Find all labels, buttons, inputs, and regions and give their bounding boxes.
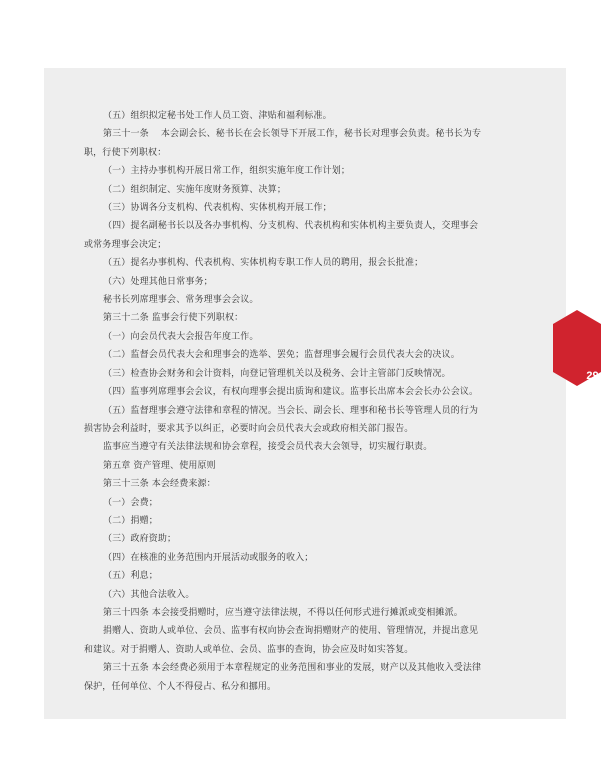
text-line: （一）向会员代表大会报告年度工作。 bbox=[103, 331, 259, 342]
text-line: 第五章 资产管理、使用原则 bbox=[103, 460, 216, 471]
text-line: 损害协会利益时，要求其予以纠正，必要时向会员代表大会或政府相关部门报告。 bbox=[84, 423, 414, 434]
text-line: （五）提名办事机构、代表机构、实体机构专职工作人员的聘用，报会长批准； bbox=[103, 258, 424, 269]
text-line: 或常务理事会决定； bbox=[84, 239, 167, 250]
text-line: （四）提名副秘书长以及各办事机构、分支机构、代表机构和实体机构主要负责人，交理事会 bbox=[103, 221, 479, 232]
text-line: （五）监督理事会遵守法律和章程的情况。当会长、副会长、理事和秘书长等管理人员的行为 bbox=[103, 405, 479, 416]
page-number: 29 bbox=[586, 370, 599, 382]
document-body bbox=[84, 107, 524, 696]
text-line: （二）监督会员代表大会和理事会的选举、罢免；监督理事会履行会员代表大会的决议。 bbox=[103, 350, 460, 361]
text-line: （五）利息； bbox=[103, 571, 158, 582]
text-line: （三）协调各分支机构、代表机构、实体机构开展工作； bbox=[103, 203, 332, 214]
text-line: 第三十四条 本会接受捐赠时，应当遵守法律法规，不得以任何形式进行摊派或变相摊派。 bbox=[103, 607, 463, 618]
text-line: （二）捐赠； bbox=[103, 515, 158, 526]
text-line: 第三十二条 监事会行使下列职权： bbox=[103, 313, 244, 324]
text-line: （五）组织拟定秘书处工作人员工资、津贴和福利标准。 bbox=[103, 111, 332, 121]
text-line: （四）监事列席理事会会议，有权向理事会提出质询和建议。监事长出席本会会长办公会议。 bbox=[103, 387, 479, 398]
text-line: 监事应当遵守有关法律法规和协会章程，接受会员代表大会领导，切实履行职责。 bbox=[103, 442, 433, 453]
document-page bbox=[44, 68, 566, 719]
text-line: 保护，任何单位、个人不得侵占、私分和挪用。 bbox=[84, 681, 277, 692]
text-line: （六）其他合法收入。 bbox=[103, 589, 195, 600]
text-line: （三）检查协会财务和会计资料，向登记管理机关以及税务、会计主管部门反映情况。 bbox=[103, 368, 451, 379]
text-line: 和建议。对于捐赠人、资助人或单位、会员、监事的查询，协会应及时如实答复。 bbox=[84, 644, 414, 655]
text-line: （一）主持办事机构开展日常工作，组织实施年度工作计划； bbox=[103, 166, 351, 177]
text-line: （六）处理其他日常事务； bbox=[103, 276, 213, 287]
text-line: 秘书长列席理事会、常务理事会会议。 bbox=[103, 295, 259, 306]
text-line: 第三十三条 本会经费来源： bbox=[103, 479, 216, 490]
text-line: 第三十五条 本会经费必须用于本章程规定的业务范围和事业的发展，财产以及其他收入受法律 bbox=[103, 663, 482, 674]
text-line: 捐赠人、资助人或单位、会员、监事有权向协会查询捐赠财产的使用、管理情况，并提出意见 bbox=[103, 626, 479, 637]
text-line: 职，行使下列职权： bbox=[84, 147, 167, 158]
text-line: 第三十一条 本会副会长、秘书长在会长领导下开展工作，秘书长对理事会负责。秘书长为专 bbox=[103, 129, 482, 140]
text-line: （四）在核准的业务范围内开展活动或服务的收入； bbox=[103, 552, 314, 563]
text-line: （一）会费； bbox=[103, 497, 158, 508]
text-line: （二）组织制定、实施年度财务预算、决算； bbox=[103, 184, 287, 195]
text-line: （三）政府资助； bbox=[103, 534, 177, 545]
